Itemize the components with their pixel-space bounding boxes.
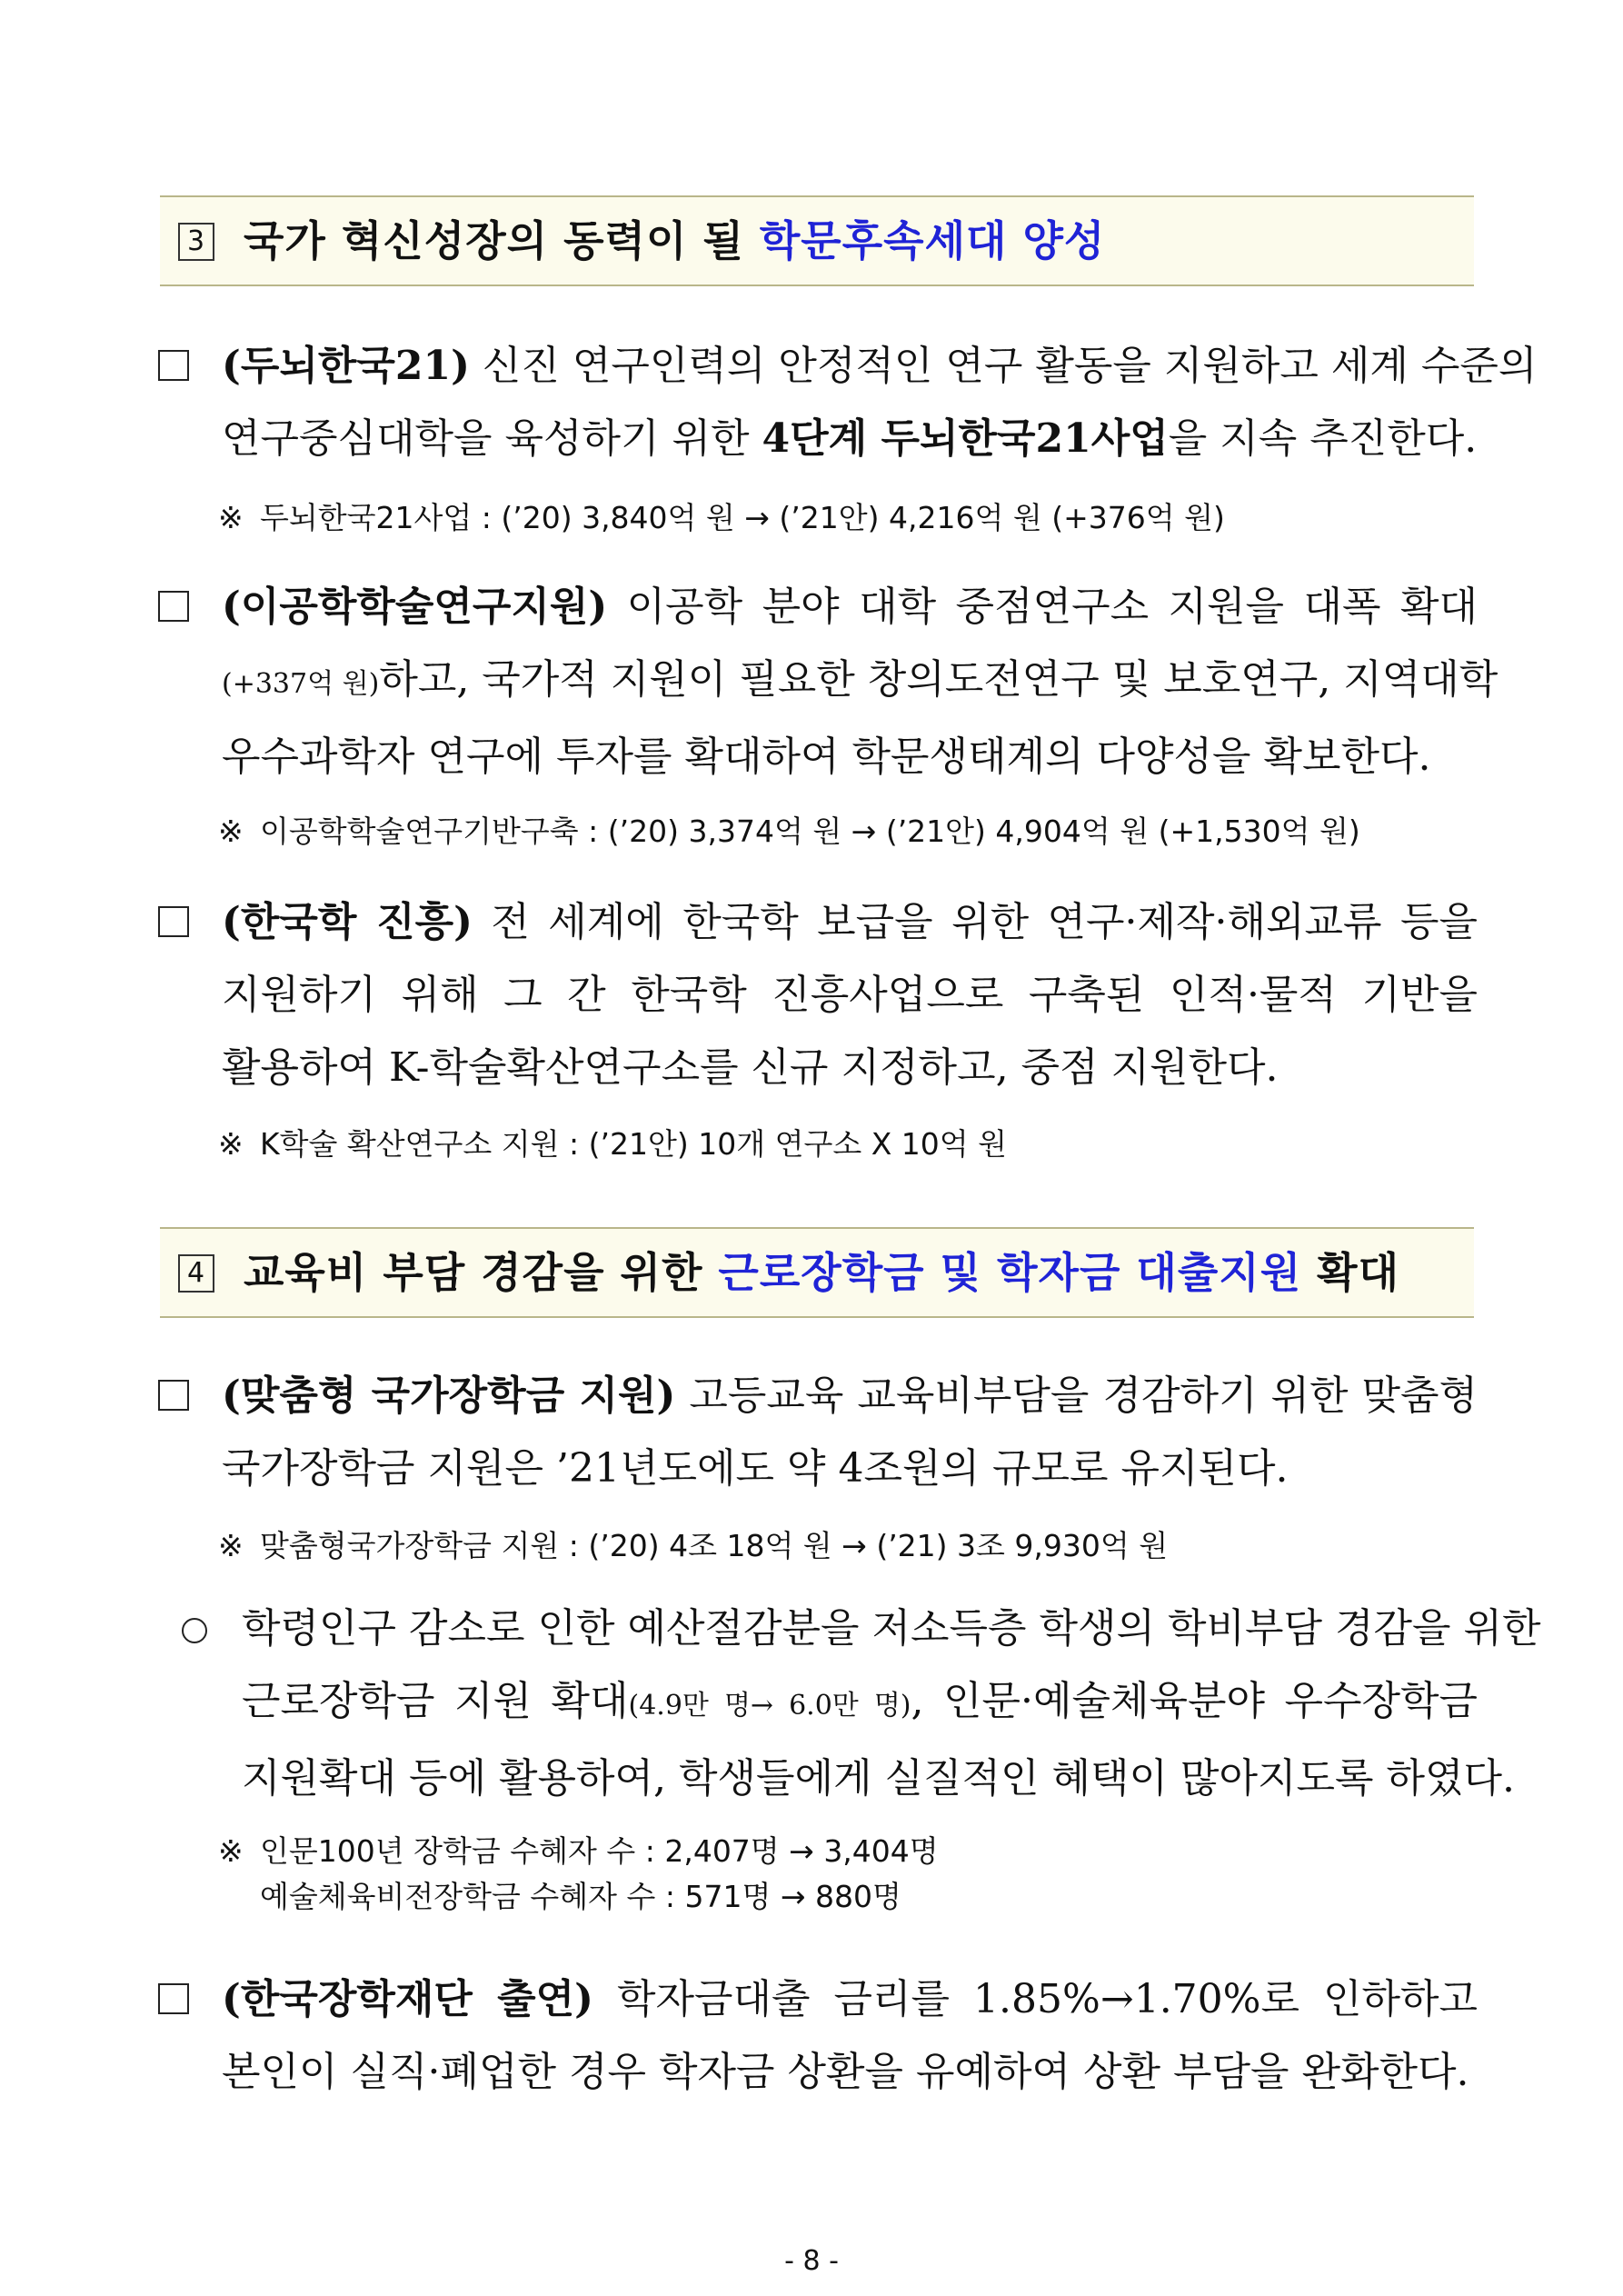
section-header-3 xyxy=(160,195,1474,286)
sub-paragraph-work-scholarship: 학령인구 감소로 인한 예산절감분을 저소득층 학생의 학비부담 경감을 위한 근로장학금 지원 확대(4.9만 명→ 6.0만 명), 인문·예술체육분야 우수장학금 지원확대 등에 활용하여, 학생들에게 실질적인 혜택이 많아지도록 하였다. xyxy=(178,1592,1478,1815)
paragraph-bk21: (두뇌한국21) 신진 연구인력의 안정적인 연구 활동을 지원하고 세계 수준의 연구중심대학을 육성하기 위한 4단계 두뇌한국21사업을 지속 추진한다. xyxy=(158,330,1478,475)
paragraph-title: (한국장학재단 출연) xyxy=(222,1976,594,2022)
paragraph-title: (맞춤형 국가장학금 지원) xyxy=(222,1373,676,1419)
checkbox-bullet-icon xyxy=(158,350,189,381)
circle-bullet-icon xyxy=(182,1618,207,1643)
reference-mark-icon: ※ xyxy=(218,1528,244,1563)
section-number: 4 xyxy=(178,1254,214,1293)
checkbox-bullet-icon xyxy=(158,906,189,937)
paragraph-title: (두뇌한국21) xyxy=(222,343,470,389)
reference-mark-icon: ※ xyxy=(218,814,244,849)
paragraph-scholarship: (맞춤형 국가장학금 지원) 고등교육 교육비부담을 경감하기 위한 맞춤형 국가장학금 지원은 ’21년도에도 약 4조원의 규모로 유지된다. xyxy=(158,1360,1478,1505)
section-title: 교육비 부담 경감을 위한 근로장학금 및 학자금 대출지원 확대 xyxy=(244,1248,1400,1297)
section-header-4 xyxy=(160,1227,1474,1318)
reference-mark-icon: ※ xyxy=(218,1833,244,1869)
paragraph-research-support: (이공학학술연구지원) 이공학 분야 대학 중점연구소 지원을 대폭 확대 (+337억 원)하고, 국가적 지원이 필요한 창의도전연구 및 보호연구, 지역대학 우수과학자 연구에 투자를 확대하여 학문생태계의 다양성을 확보한다. xyxy=(158,571,1478,794)
note-korean-studies: ※ K학술 확산연구소 지원 : (’21안) 10개 연구소 X 10억 원 xyxy=(218,1122,1478,1167)
note-research: ※ 이공학학술연구기반구축 : (’20) 3,374억 원 → (’21안) 4,904억 원 (+1,530억 원) xyxy=(218,809,1478,854)
checkbox-bullet-icon xyxy=(158,591,189,622)
checkbox-bullet-icon xyxy=(158,1983,189,2014)
section-title: 국가 혁신성장의 동력이 될 학문후속세대 양성 xyxy=(244,216,1106,265)
section-number: 3 xyxy=(178,223,214,261)
paragraph-korean-studies: (한국학 진흥) 전 세계에 한국학 보급을 위한 연구·제작·해외교류 등을 지원하기 위해 그 간 한국학 진흥사업으로 구축된 인적·물적 기반을 활용하여 K-학술확산연구소를 신규 지정하고, 중점 지원한다. xyxy=(158,886,1478,1104)
paragraph-foundation: (한국장학재단 출연) 학자금대출 금리를 1.85%→1.70%로 인하하고 본인이 실직·폐업한 경우 학자금 상환을 유예하여 상환 부담을 완화한다. xyxy=(158,1963,1478,2109)
section-title-highlight: 근로장학금 및 학자금 대출지원 xyxy=(718,1248,1302,1297)
paragraph-title: (한국학 진흥) xyxy=(222,899,473,945)
section-title-highlight: 학문후속세대 양성 xyxy=(759,216,1106,265)
paragraph-title: (이공학학술연구지원) xyxy=(222,584,608,630)
note-scholarship: ※ 맞춤형국가장학금 지원 : (’20) 4조 18억 원 → (’21) 3조 9,930억 원 xyxy=(218,1523,1478,1569)
reference-mark-icon: ※ xyxy=(218,500,244,535)
note-bk21: ※ 두뇌한국21사업 : (’20) 3,840억 원 → (’21안) 4,216억 원 (+376억 원) xyxy=(218,495,1478,541)
note-scholarship-recipients: ※ 인문100년 장학금 수혜자 수 : 2,407명 → 3,404명 예술체육비전장학금 수혜자 수 : 571명 → 880명 xyxy=(218,1829,1478,1920)
reference-mark-icon: ※ xyxy=(218,1126,244,1162)
page-number: - 8 - xyxy=(784,2245,839,2277)
checkbox-bullet-icon xyxy=(158,1380,189,1411)
